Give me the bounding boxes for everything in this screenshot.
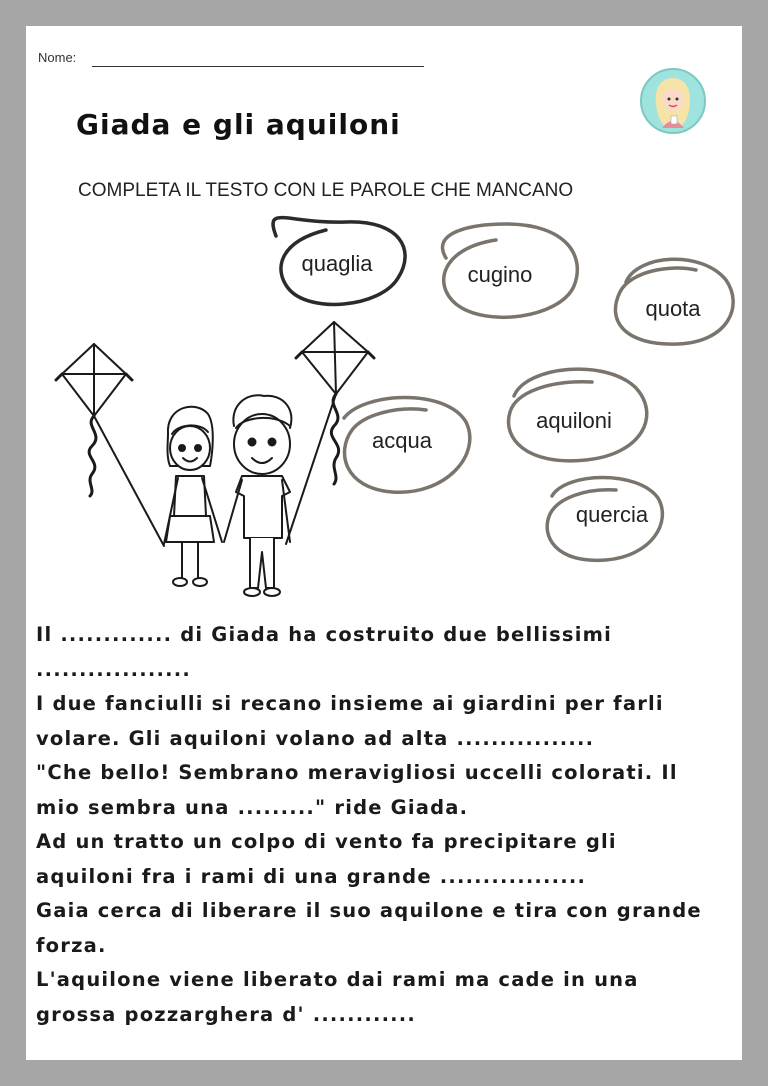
word-bubble-aquiloni [509, 369, 647, 461]
story-line: volare. Gli aquiloni volano ad alta ................ [36, 726, 595, 750]
story-line: grossa pozzarghera d' ............ [36, 1002, 417, 1026]
word-acqua: acqua [372, 428, 432, 453]
story-line: forza. [36, 933, 107, 957]
story-line: Gaia cerca di liberare il suo aquilone e tira con grande [36, 899, 702, 922]
worksheet-page [26, 26, 742, 1060]
story-line: .................. [36, 657, 191, 681]
worksheet-title: Giada e gli aquiloni [76, 108, 401, 141]
name-label: Nome: [38, 50, 77, 65]
story-line: Ad un tratto un colpo di vento fa precipitare gli [36, 830, 617, 853]
children-with-kites-illustration [46, 316, 376, 606]
word-aquiloni: aquiloni [536, 408, 612, 433]
word-bubble-cugino [442, 224, 577, 317]
boy-figure-icon [224, 395, 291, 596]
word-quaglia: quaglia [301, 251, 373, 276]
story-line: aquiloni fra i rami di una grande ................. [36, 864, 587, 888]
word-bubble-quercia [547, 478, 662, 561]
story-line: L'aquilone viene liberato dai rami ma cade in una [36, 968, 639, 991]
girl-figure-icon [164, 407, 222, 586]
story-text [36, 618, 736, 1032]
word-quota: quota [645, 296, 701, 321]
story-line: I due fanciulli si recano insieme ai giardini per farli [36, 692, 664, 715]
word-bubble-quota [615, 259, 733, 344]
instruction-text: COMPLETA IL TESTO CON LE PAROLE CHE MANCANO [78, 180, 574, 201]
story-line: "Che bello! Sembrano meravigliosi uccelli colorati. Il [36, 761, 678, 784]
word-quercia: quercia [575, 502, 649, 527]
story-line: mio sembra una ........." ride Giada. [36, 795, 469, 819]
left-kite-icon [56, 344, 164, 546]
word-bubble-quaglia [273, 218, 405, 305]
word-cugino: cugino [467, 262, 533, 287]
story-line: Il ............. di Giada ha costruito due bellissimi [36, 623, 612, 646]
right-kite-icon [286, 322, 374, 544]
